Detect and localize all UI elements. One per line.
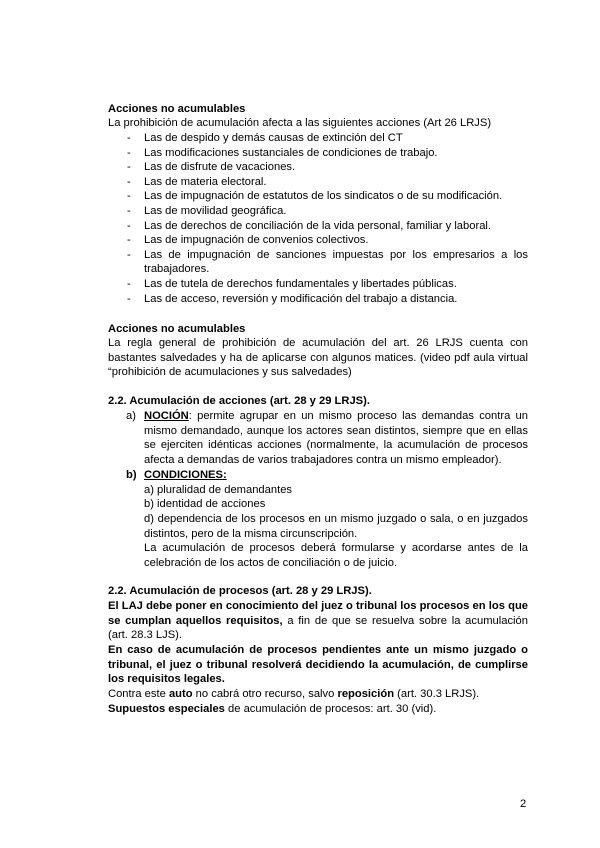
section4-heading: 2.2. Acumulación de procesos (art. 28 y 29 LRJS). (108, 585, 372, 597)
section2-heading: Acciones no acumulables (108, 323, 246, 335)
section1-list (108, 131, 528, 306)
list-item: - Las modificaciones sustanciales de condiciones de trabajo. (127, 146, 438, 159)
list-item: - Las de despido y demás causas de extinción del CT (127, 132, 403, 144)
list-item: - Las de tutela de derechos fundamentales y libertades públicas. (127, 277, 457, 290)
condition-item: a) pluralidad de demandantes (144, 484, 293, 496)
section4-p1: El LAJ debe poner en conocimiento del juez o tribunal los procesos en los que se cumplan aquellos requisitos, a fin de que se resuelva sobre la acumulación (art. 28.3 LJS). (108, 600, 528, 642)
condition-item: b) identidad de acciones (144, 498, 266, 510)
condition-item: d) dependencia de los procesos en un mismo juzgado o sala, o en juzgados distintos, pero de la misma circunscripción. (144, 513, 528, 540)
list-item: - Las de materia electoral. (127, 175, 267, 188)
section4-p2: En caso de acumulación de procesos pendientes ante un mismo juzgado o tribunal, el juez o tribunal resolverá decidiendo la acumulación, de cumplirse los requisitos legales. (108, 644, 528, 686)
list-item: - Las de acceso, reversión y modificación del trabajo a distancia. (127, 292, 458, 305)
section4-p4: Supuestos especiales de acumulación de procesos: art. 30 (vid). (108, 703, 437, 715)
section4-p3: Contra este auto no cabrá otro recurso, salvo reposición (art. 30.3 LRJS). (108, 688, 480, 700)
section1-heading: Acciones no acumulables (108, 103, 246, 115)
list-item: - Las de impugnación de sanciones impuestas por los empresarios a los trabajadores. (127, 248, 528, 276)
list-item: - Las de impugnación de convenios colectivos. (127, 234, 369, 247)
list-item: - Las de movilidad geográfica. (127, 204, 287, 217)
nocion-label: NOCIÓN (144, 410, 189, 422)
condition-closing: La acumulación de procesos deberá formularse y acordarse antes de la celebración de los actos de conciliación o de juicio. (144, 542, 528, 569)
section2-text: La regla general de prohibición de acumulación del art. 26 LRJS cuenta con bastantes salvedades y ha de aplicarse con algunos matices. (video pdf aula virtual “prohibición de acumulaciones y sus salvedades) (108, 337, 528, 379)
list-item: - Las de impugnación de estatutos de los sindicatos o de su modificación. (127, 190, 503, 203)
section1-intro: La prohibición de acumulación afecta a las siguientes acciones (Art 26 LRJS) (108, 117, 492, 129)
item-b: b) CONDICIONES: (126, 469, 227, 481)
page-number: 2 (520, 798, 527, 810)
list-item: - Las de derechos de conciliación de la vida personal, familiar y laboral. (127, 219, 492, 232)
condiciones-label: CONDICIONES: (144, 469, 227, 481)
section3-heading: 2.2. Acumulación de acciones (art. 28 y 29 LRJS). (108, 395, 370, 407)
item-a: a) NOCIÓN: permite agrupar en un mismo proceso las demandas contra un mismo demandado, aunque los actores sean distintos, siempre que en ellas se ejerciten idénticas acciones (normalmente, la acumulación de procesos afecta a demandas de varios trabajadores contra un mismo empleador). (126, 410, 528, 466)
list-item: - Las de disfrute de vacaciones. (127, 161, 296, 174)
